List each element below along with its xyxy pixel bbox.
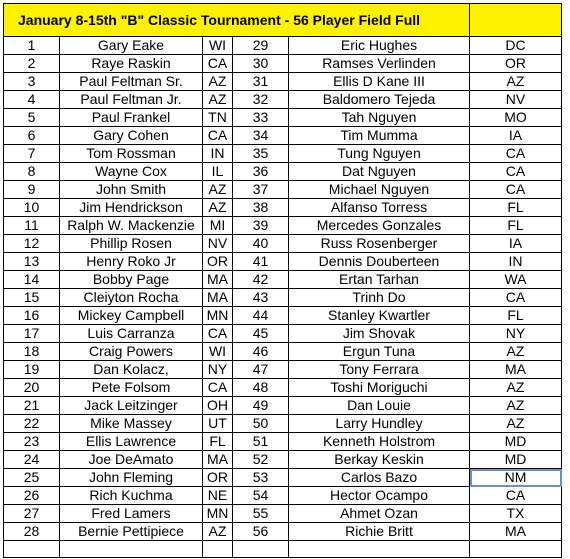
table-row [4, 397, 562, 415]
seed-number-left[interactable]: 12 [4, 235, 60, 253]
player-name-left[interactable]: Ralph W. Mackenzie [60, 217, 203, 235]
seed-number-left[interactable]: 8 [4, 163, 60, 181]
table-row [4, 343, 562, 361]
player-state-right[interactable]: WA [470, 271, 562, 289]
player-name-left[interactable]: Jim Hendrickson [60, 199, 203, 217]
seed-number-left[interactable]: 22 [4, 415, 60, 433]
table-row [4, 289, 562, 307]
player-name-left[interactable]: Raye Raskin [60, 55, 203, 73]
seed-number-right[interactable]: 32 [233, 91, 289, 109]
seed-number-left[interactable]: 16 [4, 307, 60, 325]
seed-number-right[interactable]: 55 [233, 505, 289, 523]
player-state-left[interactable]: WI [203, 343, 233, 361]
player-state-left[interactable]: OH [203, 397, 233, 415]
table-row [4, 307, 562, 325]
player-state-right[interactable]: NY [470, 325, 562, 343]
player-state-left[interactable]: NV [203, 235, 233, 253]
player-state-left[interactable]: CA [203, 379, 233, 397]
table-row [4, 73, 562, 91]
table-row [4, 37, 562, 55]
player-name-right[interactable]: Stanley Kwartler [289, 307, 470, 325]
player-state-right[interactable]: CA [470, 145, 562, 163]
seed-number-left[interactable]: 4 [4, 91, 60, 109]
player-name-left[interactable]: Bobby Page [60, 271, 203, 289]
seed-number-right[interactable]: 35 [233, 145, 289, 163]
player-name-right[interactable]: Ertan Tarhan [289, 271, 470, 289]
seed-number-left[interactable]: 13 [4, 253, 60, 271]
player-state-left[interactable]: AZ [203, 91, 233, 109]
seed-number-left[interactable]: 24 [4, 451, 60, 469]
seed-number-right[interactable]: 45 [233, 325, 289, 343]
player-name-right[interactable]: Ellis D Kane III [289, 73, 470, 91]
player-state-left[interactable]: UT [203, 415, 233, 433]
player-state-left[interactable]: AZ [203, 73, 233, 91]
seed-number-right[interactable]: 52 [233, 451, 289, 469]
player-name-right[interactable]: Ergun Tuna [289, 343, 470, 361]
player-name-right[interactable]: Tim Mumma [289, 127, 470, 145]
table-row [4, 253, 562, 271]
player-name-left[interactable]: Bernie Pettipiece [60, 523, 203, 541]
player-name-left[interactable]: Dan Kolacz, [60, 361, 203, 379]
player-name-left[interactable]: Paul Frankel [60, 109, 203, 127]
player-state-right[interactable]: CA [470, 487, 562, 505]
empty-row [4, 541, 562, 558]
player-name-right[interactable]: Toshi Moriguchi [289, 379, 470, 397]
seed-number-right[interactable]: 46 [233, 343, 289, 361]
player-state-left[interactable]: AZ [203, 199, 233, 217]
table-row [4, 523, 562, 541]
player-state-right[interactable]: MD [470, 433, 562, 451]
seed-number-right[interactable]: 50 [233, 415, 289, 433]
table-row [4, 55, 562, 73]
player-name-right[interactable]: Mercedes Gonzales [289, 217, 470, 235]
player-name-left[interactable]: Henry Roko Jr [60, 253, 203, 271]
table-row [4, 109, 562, 127]
empty-cell[interactable] [233, 541, 289, 558]
player-name-right[interactable]: Carlos Bazo [289, 469, 470, 487]
seed-number-left[interactable]: 5 [4, 109, 60, 127]
player-state-left[interactable]: OR [203, 253, 233, 271]
seed-number-left[interactable]: 18 [4, 343, 60, 361]
seed-number-left[interactable]: 23 [4, 433, 60, 451]
seed-number-left[interactable]: 6 [4, 127, 60, 145]
seed-number-right[interactable]: 40 [233, 235, 289, 253]
player-name-left[interactable]: Tom Rossman [60, 145, 203, 163]
player-name-right[interactable]: Kenneth Holstrom [289, 433, 470, 451]
player-name-right[interactable]: Jim Shovak [289, 325, 470, 343]
player-state-right[interactable]: MO [470, 109, 562, 127]
player-name-left[interactable]: John Fleming [60, 469, 203, 487]
player-name-left[interactable]: Mickey Campbell [60, 307, 203, 325]
player-name-right[interactable]: Tung Nguyen [289, 145, 470, 163]
seed-number-left[interactable]: 11 [4, 217, 60, 235]
seed-number-right[interactable]: 56 [233, 523, 289, 541]
seed-number-right[interactable]: 54 [233, 487, 289, 505]
player-state-right[interactable]: MD [470, 451, 562, 469]
player-name-left[interactable]: Joe DeAmato [60, 451, 203, 469]
player-name-left[interactable]: John Smith [60, 181, 203, 199]
player-state-left[interactable]: AZ [203, 523, 233, 541]
seed-number-right[interactable]: 41 [233, 253, 289, 271]
title-row [4, 4, 562, 37]
player-name-left[interactable]: Luis Carranza [60, 325, 203, 343]
player-name-left[interactable]: Wayne Cox [60, 163, 203, 181]
tournament-title[interactable]: January 8-15th "B" Classic Tournament - 56 Player Field Full [4, 4, 470, 37]
player-name-left[interactable]: Cleiyton Rocha [60, 289, 203, 307]
player-state-left[interactable]: FL [203, 433, 233, 451]
table-row [4, 181, 562, 199]
table-row [4, 217, 562, 235]
player-state-left[interactable]: CA [203, 55, 233, 73]
seed-number-right[interactable]: 53 [233, 469, 289, 487]
player-state-right[interactable]: CA [470, 181, 562, 199]
player-state-right[interactable]: MA [470, 361, 562, 379]
seed-number-right[interactable]: 43 [233, 289, 289, 307]
player-name-right[interactable]: Michael Nguyen [289, 181, 470, 199]
seed-number-right[interactable]: 44 [233, 307, 289, 325]
player-state-left[interactable]: OR [203, 469, 233, 487]
empty-cell[interactable] [289, 541, 470, 558]
table-row [4, 271, 562, 289]
empty-cell[interactable] [470, 541, 562, 558]
player-state-right[interactable]: FL [470, 217, 562, 235]
player-name-right[interactable]: Richie Britt [289, 523, 470, 541]
player-name-right[interactable]: Tah Nguyen [289, 109, 470, 127]
player-state-right[interactable]: NM [470, 469, 562, 487]
seed-number-right[interactable]: 33 [233, 109, 289, 127]
seed-number-right[interactable]: 47 [233, 361, 289, 379]
player-name-left[interactable]: Gary Eake [60, 37, 203, 55]
seed-number-right[interactable]: 51 [233, 433, 289, 451]
player-state-left[interactable]: CA [203, 127, 233, 145]
player-state-right[interactable]: CA [470, 163, 562, 181]
seed-number-left[interactable]: 25 [4, 469, 60, 487]
player-name-right[interactable]: Dennis Douberteen [289, 253, 470, 271]
player-name-right[interactable]: Berkay Keskin [289, 451, 470, 469]
seed-number-left[interactable]: 15 [4, 289, 60, 307]
player-state-right[interactable]: OR [470, 55, 562, 73]
player-state-right[interactable]: AZ [470, 73, 562, 91]
player-state-left[interactable]: IL [203, 163, 233, 181]
player-state-right[interactable]: IA [470, 127, 562, 145]
player-name-left[interactable]: Pete Folsom [60, 379, 203, 397]
player-state-left[interactable]: WI [203, 37, 233, 55]
seed-number-left[interactable]: 20 [4, 379, 60, 397]
seed-number-right[interactable]: 34 [233, 127, 289, 145]
player-state-left[interactable]: MA [203, 289, 233, 307]
player-name-left[interactable]: Phillip Rosen [60, 235, 203, 253]
player-state-left[interactable]: MN [203, 505, 233, 523]
player-name-left[interactable]: Ellis Lawrence [60, 433, 203, 451]
seed-number-left[interactable]: 28 [4, 523, 60, 541]
player-state-right[interactable]: IN [470, 253, 562, 271]
player-name-right[interactable]: Eric Hughes [289, 37, 470, 55]
player-state-right[interactable]: NV [470, 91, 562, 109]
title-empty-cell[interactable] [470, 4, 562, 37]
player-state-right[interactable]: TX [470, 505, 562, 523]
table-row [4, 199, 562, 217]
seed-number-left[interactable]: 1 [4, 37, 60, 55]
table-row [4, 451, 562, 469]
player-name-left[interactable]: Mike Massey [60, 415, 203, 433]
table-row [4, 325, 562, 343]
seed-number-right[interactable]: 39 [233, 217, 289, 235]
seed-number-right[interactable]: 30 [233, 55, 289, 73]
table-row [4, 433, 562, 451]
player-state-right[interactable]: IA [470, 235, 562, 253]
player-state-right[interactable]: AZ [470, 343, 562, 361]
player-state-right[interactable]: AZ [470, 415, 562, 433]
player-state-right[interactable]: FL [470, 199, 562, 217]
table-row [4, 487, 562, 505]
empty-cell[interactable] [203, 541, 233, 558]
seed-number-left[interactable]: 27 [4, 505, 60, 523]
empty-cell[interactable] [4, 541, 60, 558]
player-name-left[interactable]: Gary Cohen [60, 127, 203, 145]
player-state-right[interactable]: AZ [470, 397, 562, 415]
player-state-right[interactable]: AZ [470, 379, 562, 397]
player-state-left[interactable]: AZ [203, 181, 233, 199]
player-name-right[interactable]: Hector Ocampo [289, 487, 470, 505]
seed-number-right[interactable]: 49 [233, 397, 289, 415]
table-row [4, 505, 562, 523]
seed-number-right[interactable]: 48 [233, 379, 289, 397]
seed-number-right[interactable]: 29 [233, 37, 289, 55]
table-row [4, 469, 562, 487]
seed-number-left[interactable]: 19 [4, 361, 60, 379]
player-name-right[interactable]: Baldomero Tejeda [289, 91, 470, 109]
player-name-right[interactable]: Alfanso Torress [289, 199, 470, 217]
player-name-right[interactable]: Tony Ferrara [289, 361, 470, 379]
player-state-right[interactable]: FL [470, 307, 562, 325]
empty-cell[interactable] [60, 541, 203, 558]
seed-number-left[interactable]: 2 [4, 55, 60, 73]
player-state-left[interactable]: NE [203, 487, 233, 505]
player-state-left[interactable]: MI [203, 217, 233, 235]
seed-number-right[interactable]: 38 [233, 199, 289, 217]
seed-number-right[interactable]: 31 [233, 73, 289, 91]
table-row [4, 415, 562, 433]
table-row [4, 145, 562, 163]
player-state-right[interactable]: MA [470, 523, 562, 541]
player-state-left[interactable]: TN [203, 109, 233, 127]
table-row [4, 163, 562, 181]
player-state-left[interactable]: IN [203, 145, 233, 163]
table-row [4, 361, 562, 379]
seed-number-left[interactable]: 7 [4, 145, 60, 163]
player-state-left[interactable]: MA [203, 451, 233, 469]
table-row [4, 127, 562, 145]
player-state-right[interactable]: CA [470, 289, 562, 307]
seed-number-left[interactable]: 14 [4, 271, 60, 289]
seed-number-left[interactable]: 17 [4, 325, 60, 343]
seed-number-left[interactable]: 10 [4, 199, 60, 217]
player-state-right[interactable]: DC [470, 37, 562, 55]
seed-number-left[interactable]: 9 [4, 181, 60, 199]
player-name-left[interactable]: Craig Powers [60, 343, 203, 361]
player-state-left[interactable]: CA [203, 325, 233, 343]
player-state-left[interactable]: MA [203, 271, 233, 289]
player-name-left[interactable]: Paul Feltman Jr. [60, 91, 203, 109]
player-name-right[interactable]: Dan Louie [289, 397, 470, 415]
player-name-right[interactable]: Ramses Verlinden [289, 55, 470, 73]
player-name-left[interactable]: Fred Lamers [60, 505, 203, 523]
seed-number-right[interactable]: 42 [233, 271, 289, 289]
player-state-left[interactable]: NY [203, 361, 233, 379]
table-row [4, 379, 562, 397]
player-name-right[interactable]: Trinh Do [289, 289, 470, 307]
player-name-right[interactable]: Larry Hundley [289, 415, 470, 433]
seed-number-right[interactable]: 36 [233, 163, 289, 181]
table-row [4, 235, 562, 253]
player-name-left[interactable]: Jack Leitzinger [60, 397, 203, 415]
player-name-right[interactable]: Ahmet Ozan [289, 505, 470, 523]
seed-number-left[interactable]: 26 [4, 487, 60, 505]
table-row [4, 91, 562, 109]
player-name-left[interactable]: Paul Feltman Sr. [60, 73, 203, 91]
seed-number-left[interactable]: 3 [4, 73, 60, 91]
player-name-right[interactable]: Dat Nguyen [289, 163, 470, 181]
player-roster-table [3, 3, 562, 558]
seed-number-right[interactable]: 37 [233, 181, 289, 199]
seed-number-left[interactable]: 21 [4, 397, 60, 415]
player-state-left[interactable]: MN [203, 307, 233, 325]
player-name-left[interactable]: Rich Kuchma [60, 487, 203, 505]
player-name-right[interactable]: Russ Rosenberger [289, 235, 470, 253]
